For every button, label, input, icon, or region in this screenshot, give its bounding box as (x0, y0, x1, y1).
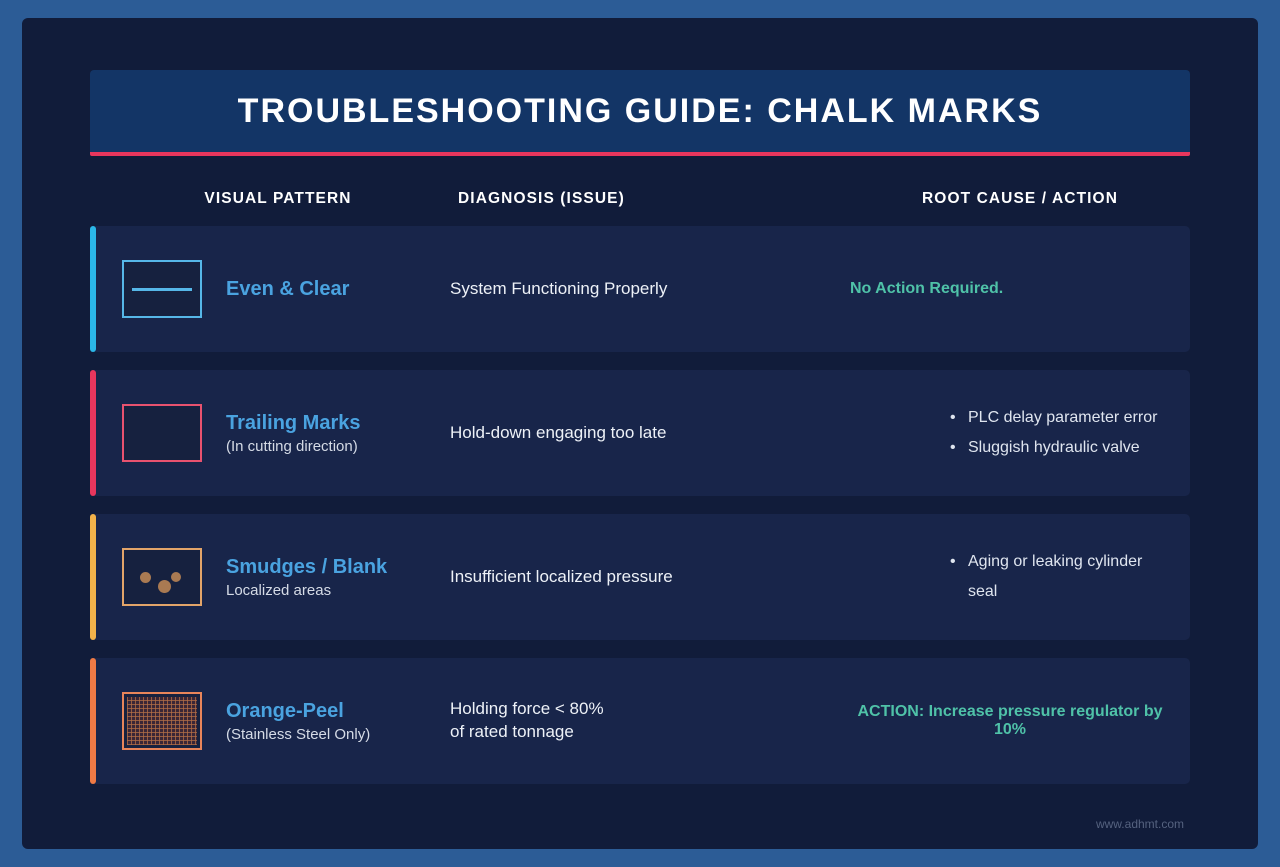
orange-peel-texture (127, 697, 197, 745)
column-headers (90, 186, 1190, 212)
visual-text-block (226, 278, 349, 301)
cell-visual-pattern (90, 260, 450, 318)
smudge-dot (140, 572, 151, 583)
title-block (90, 70, 1190, 156)
table-row (90, 514, 1190, 640)
column-header-diagnosis: DIAGNOSIS (ISSUE) (458, 190, 625, 207)
page-title: TROUBLESHOOTING GUIDE: CHALK MARKS (237, 91, 1043, 130)
smudges-swatch (122, 548, 202, 606)
list-item: • Sluggish hydraulic valve (950, 433, 1170, 463)
cell-diagnosis (450, 698, 850, 744)
smudge-dot (171, 572, 181, 582)
cell-diagnosis (450, 566, 850, 589)
trailing-marks-swatch (122, 404, 202, 462)
even-mark-line (132, 288, 193, 291)
table-row (90, 658, 1190, 784)
action-note: No Action Required. (850, 280, 1004, 297)
row-accent-bar (90, 370, 96, 496)
diagnosis-text: System Functioning Properly (450, 278, 668, 298)
footer-url: www.adhmt.com (1095, 817, 1184, 831)
title-bar (90, 70, 1190, 152)
pattern-subtitle: (Stainless Steel Only) (226, 725, 371, 743)
pattern-title: Trailing Marks (226, 411, 361, 434)
cell-diagnosis (450, 422, 850, 445)
pattern-title: Orange-Peel (226, 699, 344, 722)
cell-visual-pattern (90, 404, 450, 462)
cell-visual-pattern (90, 692, 450, 750)
list-item: • Aging or leaking cylinder seal (950, 547, 1170, 608)
even-clear-swatch (122, 260, 202, 318)
action-note: ACTION: Increase pressure regulator by 10% (857, 703, 1163, 738)
visual-text-block (226, 556, 387, 599)
visual-text-block (226, 700, 370, 743)
pattern-subtitle: (In cutting direction) (226, 437, 358, 455)
diagnosis-text: Hold-down engaging too late (450, 422, 667, 442)
pattern-title: Smudges / Blank (226, 555, 388, 578)
pattern-title: Even & Clear (226, 277, 350, 300)
cell-root-cause (850, 547, 1190, 608)
visual-text-block (226, 412, 361, 455)
diagnosis-text: Holding force < 80% (450, 699, 604, 719)
pattern-subtitle: Localized areas (226, 581, 332, 599)
column-header-visual: VISUAL PATTERN (204, 190, 352, 207)
rows-container (90, 226, 1190, 784)
row-accent-bar (90, 226, 96, 352)
table-row (90, 370, 1190, 496)
smudge-dot (158, 580, 171, 593)
cell-root-cause (850, 703, 1190, 739)
cell-root-cause (850, 280, 1190, 298)
cell-root-cause (850, 403, 1190, 464)
guide-board (22, 18, 1258, 849)
orange-peel-swatch (122, 692, 202, 750)
cell-diagnosis (450, 278, 850, 301)
root-cause-list (950, 547, 1170, 608)
column-header-root-cause: ROOT CAUSE / ACTION (922, 190, 1118, 207)
row-accent-bar (90, 658, 96, 784)
list-item: • PLC delay parameter error (950, 403, 1170, 433)
cell-visual-pattern (90, 548, 450, 606)
root-cause-list (950, 403, 1170, 464)
title-underline (90, 152, 1190, 156)
diagnosis-text-line2: of rated tonnage (450, 722, 574, 741)
diagnosis-text: Insufficient localized pressure (450, 566, 673, 586)
row-accent-bar (90, 514, 96, 640)
table-row (90, 226, 1190, 352)
